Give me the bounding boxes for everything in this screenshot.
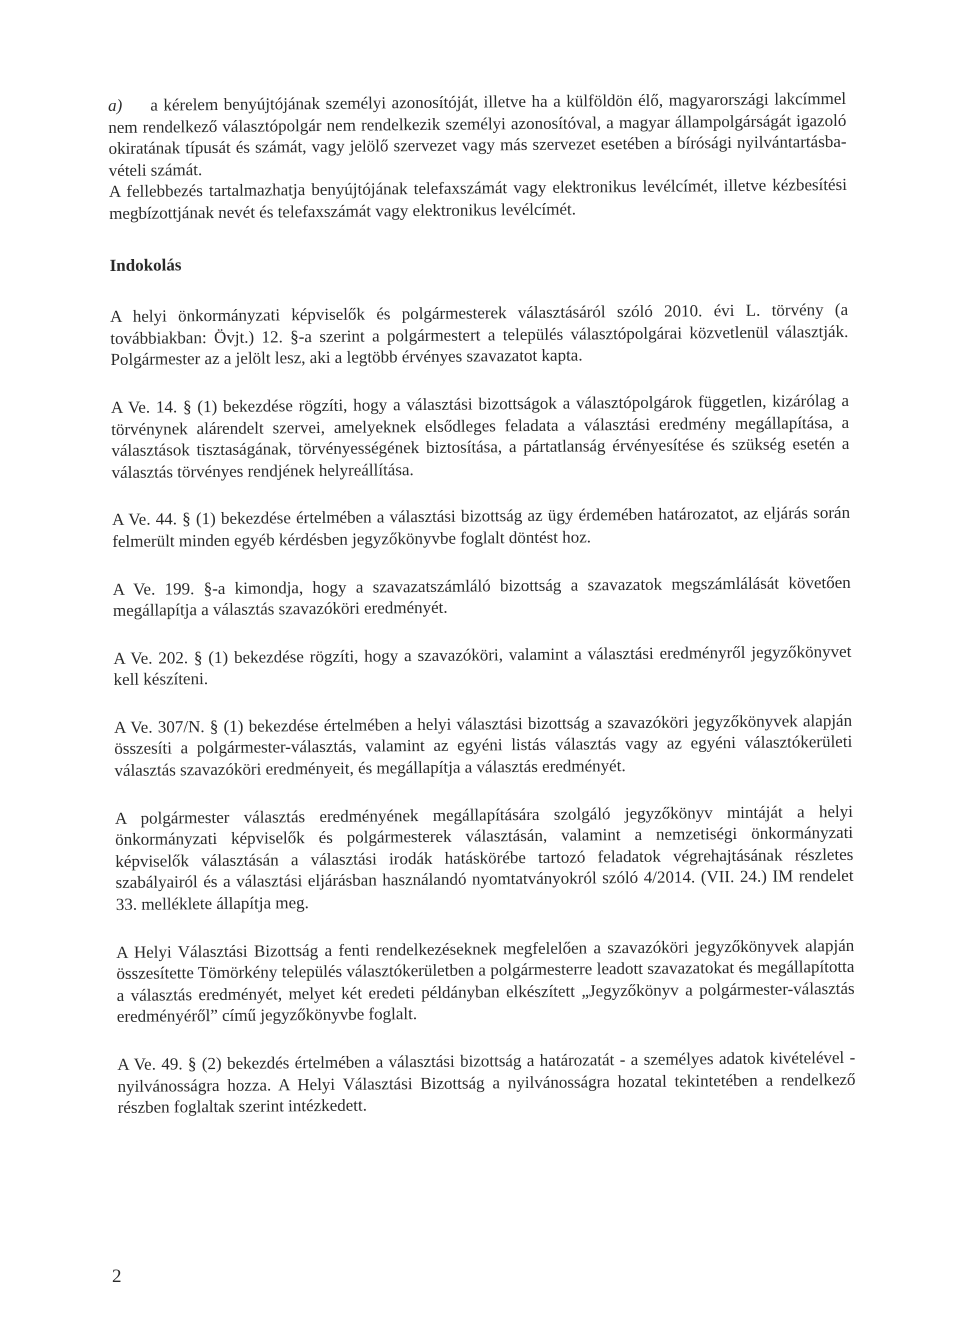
paragraph-jegyzokonyv-minta: A polgármester választás eredményének megállapítására szolgáló jegyzőkönyv mintáját a helyi önkormányzati képviselők és polgármesterek választásán, valamint a nemzetiségi önkormányzati képviselők választásán a választási irodák hatáskörébe tartozó feladatok végrehajtásának részletes szabályairól és a választási eljárásban használandó nyomtatványokról szóló 4/2014. (VII. 24.) IM rendelet 33. melléklete állapítja meg.: [114, 801, 854, 914]
paragraph-ovjt: A helyi önkormányzati képviselők és polgármesterek választásáról szóló 2010. évi L. törvény (a továbbiakban: Övjt.) 12. §-a szerint a polgármestert a település választópolgárai közvetlenül választják. Polgármester az a jelölt lesz, aki a legtöbb érvényes szavazatot kapta.: [110, 300, 849, 370]
paragraph-text: a kérelem benyújtójának személyi azonosítóját, illetve ha a külföldön élő, magyarországi lakcímmel nem rendelkező választópolgár nem rendelkezik személyi azonosítóval, a magyar állampolgárságát igazoló okiratának típusát és számát, vagy jelölő szervezet vagy más szervezet esetében a bírósági nyilvántartásba-vételi számát.: [108, 88, 847, 180]
paragraph-item-a: [108, 88, 847, 181]
paragraph-ve-44: A Ve. 44. § (1) bekezdése értelmében a választási bizottság az ügy érdemében határozatot, az eljárás során felmerült minden egyéb kérdésben jegyzőkönyvbe foglalt döntést hoz.: [111, 503, 851, 551]
paragraph-ve-199: A Ve. 199. §-a kimondja, hogy a szavazatszámláló bizottság a szavazatok megszámlálását követően megállapítja a választás szavazóköri eredményét.: [112, 572, 851, 621]
page-number: 2: [112, 1266, 122, 1287]
paragraph-hvb-osszesites: A Helyi Választási Bizottság a fenti rendelkezéseknek megfelelően a szavazóköri jegyzőkönyvek alapján összesítette Tömörkény település választókerületben a polgármesterre leadott szavazatokat és megállapította a választás eredményét, melyet két eredeti példányban elkészített „Jegyzőkönyv a polgármester-választás eredményéről” című jegyzőkönyvbe foglalt.: [116, 935, 855, 1027]
document-body: [108, 88, 856, 1119]
paragraph-ve-307n: A Ve. 307/N. § (1) bekezdése értelmében a helyi választási bizottság a szavazóköri jegyzőkönyvek alapján összesíti a polgármester-választás, valamint az egyéni listás választás vagy az egyéni választókerületi választás szavazóköri eredményeit, és megállapítja a választás eredményét.: [113, 710, 853, 781]
list-marker: a): [108, 95, 123, 115]
paragraph-ve-49: A Ve. 49. § (2) bekezdés értelmében a választási bizottság a határozatát - a személyes adatok kivételével - nyilvánosságra hozza. A Helyi Választási Bizottság a nyilvánosságra hozatal tekintetében a rendelkező részben foglaltak szerint intézkedett.: [117, 1047, 856, 1118]
paragraph-ve-202: A Ve. 202. § (1) bekezdése rögzíti, hogy a szavazóköri, valamint a választási eredményről jegyzőkönyvet kell készíteni.: [113, 641, 852, 690]
paragraph-ve-14: A Ve. 14. § (1) bekezdése rögzíti, hogy a választási bizottságok a választópolgárok független, kizárólag a törvénynek alárendelt szervei, amelyeknek elsődleges feladata a választási eredmény megállapítása, a választások tisztaságának, törvényességének biztosítása, a pártatlanság érvényesítése és szükség esetén a választás törvényes rendjének helyreállítása.: [110, 390, 850, 482]
paragraph-fellebbezes: A fellebbezés tartalmazhatja benyújtójának telefaxszámát vagy elektronikus levélcímét, illetve kézbesítési megbízottjának nevét és telefaxszámát vagy elektronikus levélcímét.: [108, 175, 847, 223]
section-heading: Indokolás: [109, 254, 182, 275]
